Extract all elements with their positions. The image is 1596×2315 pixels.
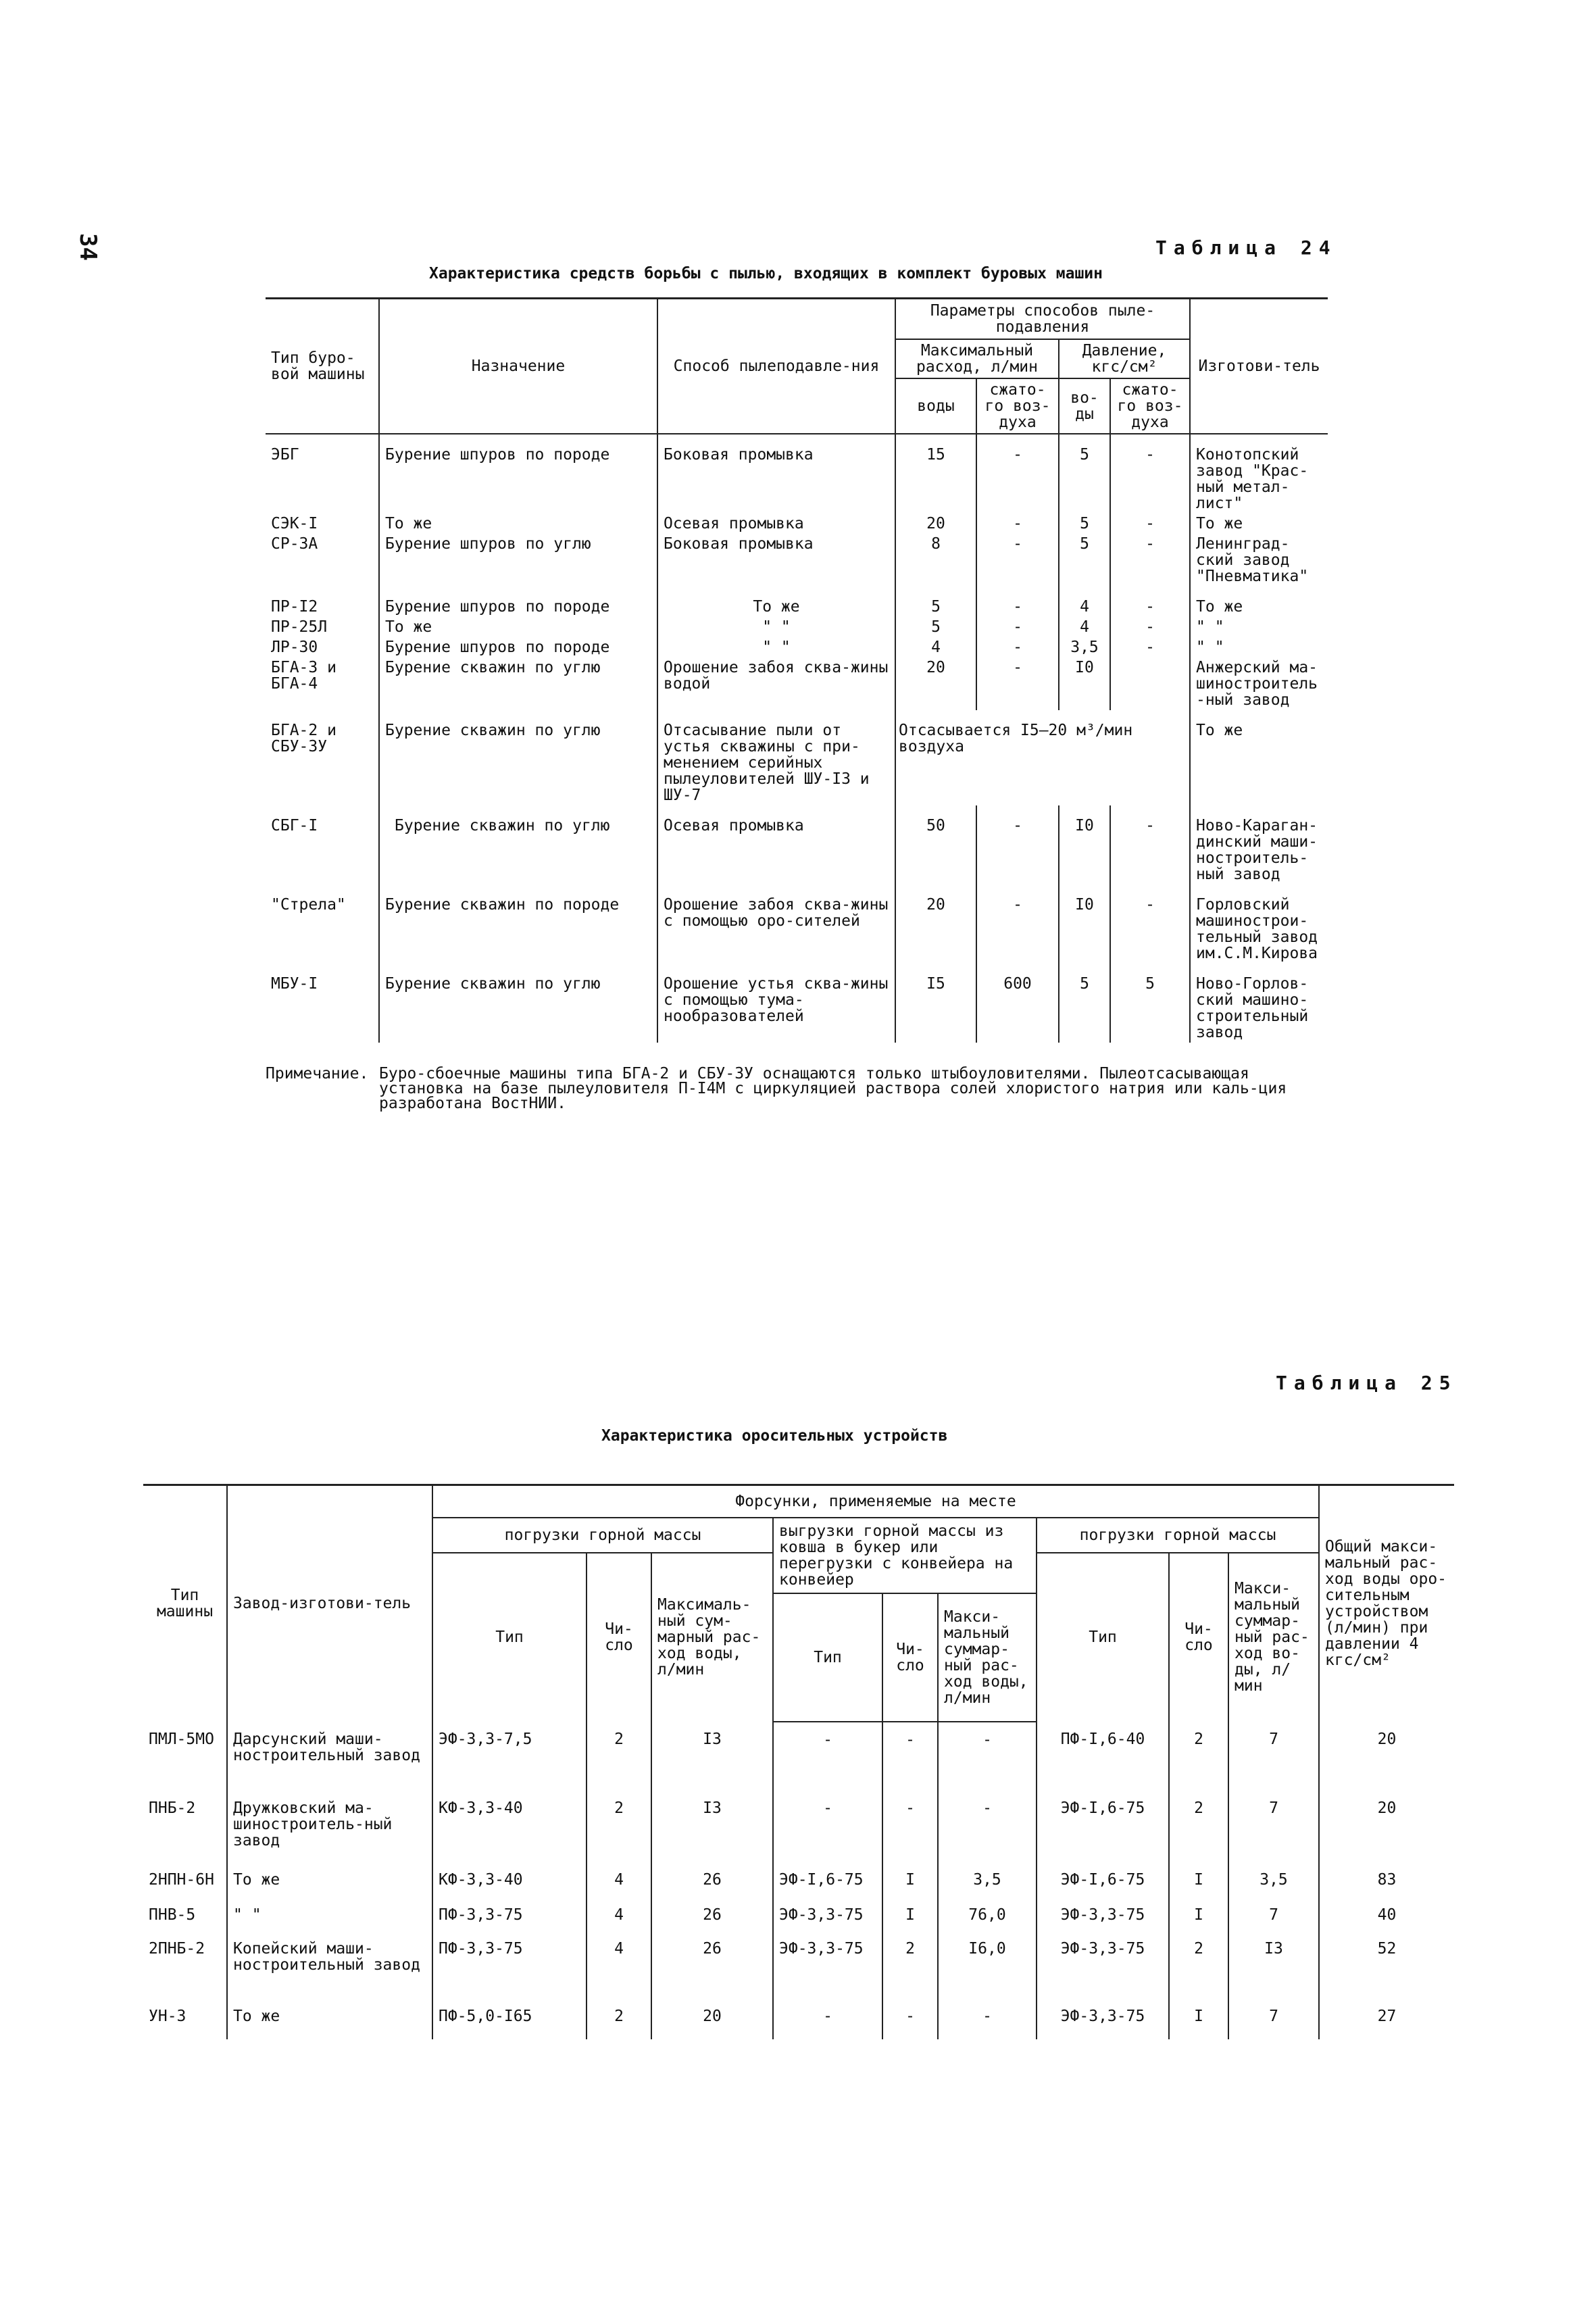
t25-header-nozzles: Форсунки, применяемые на месте — [432, 1485, 1319, 1518]
t25-header-total: Общий макси-мальный рас-ход воды оро-сительным устройством (л/мин) при давлении 4 кгс/см² — [1325, 1538, 1447, 1670]
t24-header-pressure: Давление, кгс/см² — [1059, 339, 1190, 378]
table-row: БГА-2 и СБУ-3У Бурение скважин по углю Отсасывание пыли от устья скважины с при-менением серийных пылеуловителей ШУ-I3 и ШУ-7 Отсасывается I5–20 м³/мин воздуха То же — [266, 710, 1328, 805]
t24-merged-flow: Отсасывается I5–20 м³/мин воздуха — [895, 710, 1190, 805]
table-row: "Стрела" Бурение скважин по породе Орошение забоя сква-жины с помощью оро-сителей 20 - I0 - Горловский машинострои-тельный завод им.С.М.Кирова — [266, 885, 1328, 964]
t25-header-machine-type: Тип машины — [143, 1485, 227, 1722]
table-row: СР-3А Бурение шпуров по углю Боковая промывка 8 - 5 - Ленинград-ский завод "Пневматика" — [266, 534, 1328, 587]
table25 — [143, 1484, 1454, 2039]
table-row: МБУ-I Бурение скважин по углю Орошение устья сква-жины с помощью тума-нообразователей I5 600 5 5 Ново-Горлов-ский машино-строительный завод — [266, 964, 1328, 1043]
t25-header-l-count: Чи-сло — [587, 1553, 651, 1722]
t24-header-p-water: во-ды — [1059, 378, 1110, 434]
t25-header-loading2: погрузки горной массы — [1037, 1518, 1319, 1553]
t24-header-machine-type: Тип буро-вой машины — [266, 299, 379, 434]
table-row: БГА-3 и БГА-4 Бурение скважин по углю Орошение забоя сква-жины водой 20 - I0 Анжерский ма-шиностроитель-ный завод — [266, 657, 1328, 710]
t25-header-p-count: Чи-сло — [1169, 1553, 1228, 1722]
table24 — [266, 297, 1328, 1043]
t25-header-u-flow: Макси-мальный суммар-ный рас-ход воды, л/мин — [938, 1593, 1037, 1722]
table24-label: Таблица 24 — [1155, 237, 1337, 259]
note-label: Примечание. — [266, 1065, 369, 1082]
t25-header-unloading: выгрузки горной массы из ковша в букер или перегрузки с конвейера на конвейер — [773, 1518, 1037, 1593]
table-row: 2НПН-6Н То же КФ-3,3-40 4 26 ЭФ-I,6-75 I 3,5 ЭФ-I,6-75 I 3,5 83 — [143, 1862, 1454, 1897]
table-row: СЭК-I То же Осевая промывка 20 - 5 - То же — [266, 514, 1328, 534]
t25-header-loading1: погрузки горной массы — [432, 1518, 773, 1553]
t25-header-u-type: Тип — [773, 1593, 882, 1722]
t25-header-p-flow: Макси-мальный суммар-ный рас-ход во-ды, л/мин — [1228, 1553, 1319, 1722]
table24-title: Характеристика средств борьбы с пылью, входящих в комплект буровых машин — [429, 265, 1103, 282]
table-row: ЭБГ Бурение шпуров по породе Боковая промывка 15 - 5 - Конотопский завод "Крас-ный метал-лист" — [266, 434, 1328, 514]
table-row: ЛР-30 Бурение шпуров по породе " " 4 - 3,5 - " " — [266, 637, 1328, 657]
table-row: ПНВ-5 " " ПФ-3,3-75 4 26 ЭФ-3,3-75 I 76,0 ЭФ-3,3-75 I 7 40 — [143, 1897, 1454, 1931]
table-row: ПНБ-2 Дружковский ма-шиностроитель-ный завод КФ-3,3-40 2 I3 - - - ЭФ-I,6-75 2 7 20 — [143, 1791, 1454, 1862]
t24-header-water: воды — [895, 378, 976, 434]
t25-header-maker: Завод-изготови-тель — [227, 1485, 432, 1722]
table24-note — [266, 1066, 1347, 1111]
table-row: ПР-25Л То же " " 5 - 4 - " " — [266, 617, 1328, 637]
t24-header-max-flow: Максимальный расход, л/мин — [895, 339, 1059, 378]
t24-header-purpose: Назначение — [379, 299, 657, 434]
t24-header-p-air: сжато-го воз-духа — [1110, 378, 1190, 434]
t25-header-l-type: Тип — [432, 1553, 587, 1722]
table25-title: Характеристика оросительных устройств — [601, 1427, 948, 1445]
t25-header-p-type: Тип — [1037, 1553, 1169, 1722]
table-row: 2ПНБ-2 Копейский маши-ностроительный завод ПФ-3,3-75 4 26 ЭФ-3,3-75 2 I6,0 ЭФ-3,3-75 2 I3 52 — [143, 1931, 1454, 1999]
note-text: Буро-сбоечные машины типа БГА-2 и СБУ-3У оснащаются только штыбоуловителями. Пылеотсасывающая установка на базе пылеуловителя П-I4М с циркуляцией раствора солей хлористого натрия или каль-ция разработана ВостНИИ. — [379, 1065, 1287, 1112]
t25-header-l-flow: Максималь-ный сум-марный рас-ход воды, л/мин — [651, 1553, 773, 1722]
t24-header-air: сжато-го воз-духа — [976, 378, 1059, 434]
t24-header-params: Параметры способов пыле-подавления — [895, 299, 1190, 339]
table-row: ПР-I2 Бурение шпуров по породе То же 5 - 4 - То же — [266, 587, 1328, 617]
table25-label: Таблица 25 — [1276, 1372, 1457, 1394]
table-row: ПМЛ-5МО Дарсунский маши-ностроительный завод ЭФ-3,3-7,5 2 I3 - - - ПФ-I,6-40 2 7 20 — [143, 1722, 1454, 1791]
t25-header-u-count: Чи-сло — [882, 1593, 938, 1722]
t24-header-maker: Изготови-тель — [1190, 299, 1328, 434]
t24-header-method: Способ пылеподавле-ния — [657, 299, 895, 434]
table-row: СБГ-I Бурение скважин по углю Осевая промывка 50 - I0 - Ново-Караган-динский маши-ностроитель-ный завод — [266, 805, 1328, 885]
table-row: УН-3 То же ПФ-5,0-I65 2 20 - - - ЭФ-3,3-75 I 7 27 — [143, 1999, 1454, 2039]
page-number: 34 — [74, 233, 101, 261]
